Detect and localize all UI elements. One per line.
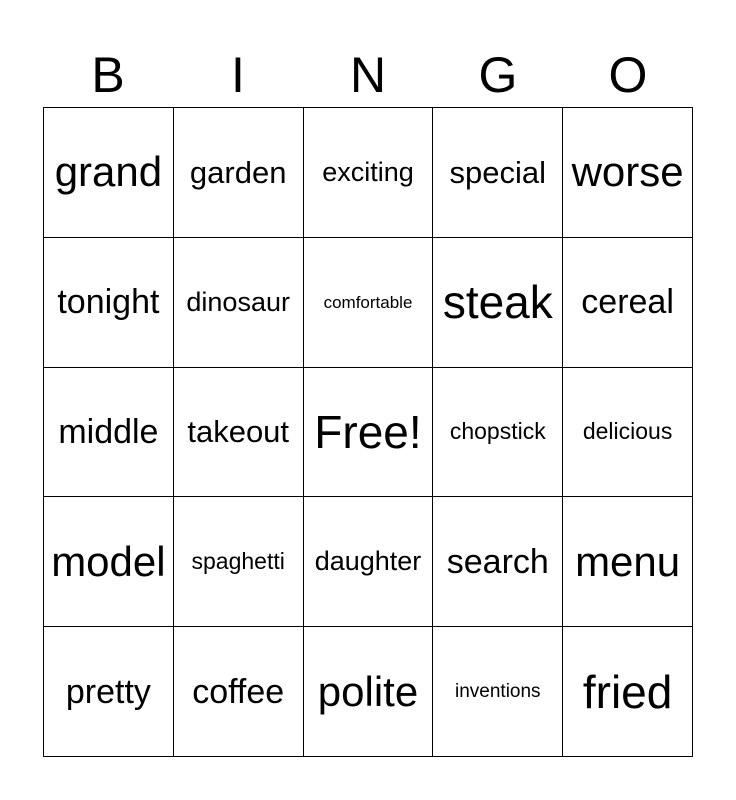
- bingo-cell[interactable]: dinosaur: [174, 238, 304, 368]
- bingo-cell[interactable]: cereal: [563, 238, 693, 368]
- bingo-cell[interactable]: polite: [304, 627, 434, 757]
- header-letter-i: I: [231, 47, 245, 103]
- bingo-header: [43, 44, 693, 106]
- header-letter-o: O: [608, 47, 648, 103]
- bingo-cell[interactable]: takeout: [174, 368, 304, 498]
- header-letter-g: G: [478, 47, 518, 103]
- bingo-cell[interactable]: search: [433, 497, 563, 627]
- bingo-cell[interactable]: exciting: [304, 108, 434, 238]
- bingo-cell[interactable]: middle: [44, 368, 174, 498]
- header-letter-n: N: [349, 47, 387, 103]
- bingo-cell[interactable]: inventions: [433, 627, 563, 757]
- bingo-cell[interactable]: coffee: [174, 627, 304, 757]
- bingo-cell[interactable]: comfortable: [304, 238, 434, 368]
- bingo-cell[interactable]: special: [433, 108, 563, 238]
- bingo-cell[interactable]: menu: [563, 497, 693, 627]
- bingo-cell[interactable]: daughter: [304, 497, 434, 627]
- header-letter-b: B: [91, 47, 125, 103]
- bingo-cell[interactable]: fried: [563, 627, 693, 757]
- bingo-cell[interactable]: steak: [433, 238, 563, 368]
- bingo-cell[interactable]: garden: [174, 108, 304, 238]
- free-space-cell[interactable]: Free!: [304, 368, 434, 498]
- bingo-cell[interactable]: spaghetti: [174, 497, 304, 627]
- bingo-cell[interactable]: pretty: [44, 627, 174, 757]
- bingo-cell[interactable]: worse: [563, 108, 693, 238]
- bingo-cell[interactable]: model: [44, 497, 174, 627]
- bingo-cell[interactable]: chopstick: [433, 368, 563, 498]
- bingo-board: [43, 107, 693, 757]
- bingo-cell[interactable]: grand: [44, 108, 174, 238]
- bingo-cell[interactable]: tonight: [44, 238, 174, 368]
- bingo-cell[interactable]: delicious: [563, 368, 693, 498]
